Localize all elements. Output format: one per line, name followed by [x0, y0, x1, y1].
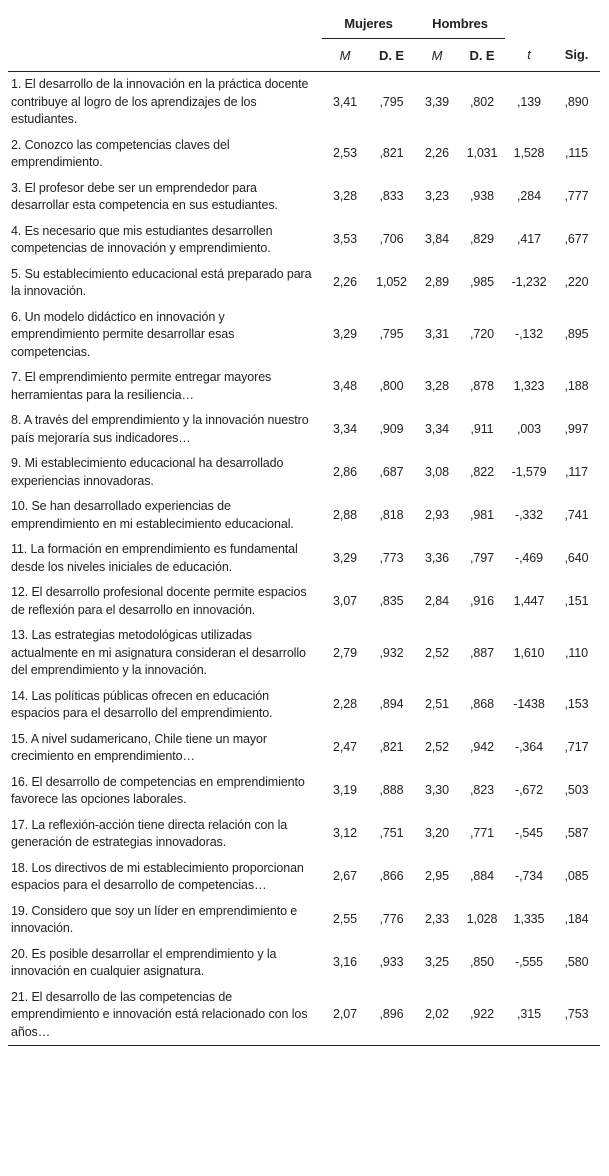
hombres-sd: ,822: [470, 464, 494, 479]
t-value: 1,323: [513, 378, 545, 393]
t-value: ,284: [517, 189, 541, 204]
hombres-sd: ,884: [470, 869, 494, 884]
hombres-sd: ,797: [470, 550, 494, 565]
table-row: [8, 942, 600, 985]
table-row: [8, 985, 600, 1046]
t-value: 1,610: [513, 645, 545, 660]
t-value: -1438: [513, 697, 545, 712]
sig-value: ,220: [564, 275, 589, 290]
table-row: [8, 623, 600, 684]
column-header-de-mujeres: D. E: [368, 39, 415, 72]
hombres-mean: 3,84: [425, 232, 449, 247]
mujeres-sd: ,866: [379, 869, 404, 884]
hombres-mean: 2,95: [425, 869, 449, 884]
mujeres-mean: 3,48: [333, 378, 357, 393]
item-text: 18. Los directivos de mi establecimiento proporcionan espacios para el desarrollo de competencias…: [11, 860, 304, 892]
hombres-mean: 3,34: [425, 421, 449, 436]
sig-value: ,115: [564, 146, 588, 161]
mujeres-sd: ,821: [379, 740, 404, 755]
hombres-mean: 2,51: [425, 697, 449, 712]
mujeres-mean: 2,53: [333, 146, 357, 161]
sig-value: ,677: [564, 232, 589, 247]
column-header-de-hombres: D. E: [459, 39, 505, 72]
hombres-mean: 3,36: [425, 550, 449, 565]
t-value: -,545: [515, 826, 543, 841]
hombres-mean: 2,84: [425, 593, 449, 608]
mujeres-mean: 3,19: [333, 783, 357, 798]
table-row: [8, 219, 600, 262]
sig-value: ,753: [553, 985, 600, 1046]
table-row: [8, 365, 600, 408]
sig-value: ,503: [564, 783, 589, 798]
mujeres-sd: ,795: [379, 327, 404, 341]
hombres-sd: ,878: [470, 378, 494, 393]
mujeres-mean: 3,34: [333, 421, 357, 436]
mujeres-mean: 2,28: [333, 697, 357, 712]
item-text: 20. Es posible desarrollar el emprendimiento y la innovación en cualquier asignatura.: [11, 946, 277, 978]
group-header-hombres: Hombres: [415, 8, 505, 39]
hombres-sd: ,850: [470, 955, 494, 970]
sig-value: ,741: [564, 507, 589, 522]
hombres-mean: 2,02: [415, 985, 459, 1046]
hombres-sd: ,887: [470, 645, 494, 660]
item-text: 15. A nivel sudamericano, Chile tiene un mayor crecimiento en emprendimiento…: [11, 731, 267, 763]
table-row: [8, 537, 600, 580]
t-value: -,555: [515, 955, 543, 970]
table-row: [8, 770, 600, 813]
header-spacer: [553, 8, 600, 39]
item-text: 4. Es necesario que mis estudiantes desarrollen competencias de innovación y emprendimiento.: [11, 223, 273, 255]
hombres-sd: ,916: [470, 593, 494, 608]
sig-value: ,640: [564, 550, 589, 565]
mujeres-mean: 2,79: [333, 645, 357, 660]
mujeres-sd: ,706: [379, 232, 404, 247]
mujeres-mean: 3,29: [333, 327, 357, 341]
hombres-sd: ,771: [470, 826, 494, 841]
mujeres-sd: ,687: [379, 464, 404, 479]
hombres-mean: 3,28: [425, 378, 449, 393]
header-spacer: [8, 8, 322, 39]
hombres-mean: 2,52: [425, 740, 449, 755]
mujeres-mean: 3,29: [333, 550, 357, 565]
header-spacer: [505, 8, 553, 39]
hombres-mean: 2,93: [425, 507, 449, 522]
hombres-mean: 2,89: [425, 275, 449, 290]
hombres-sd: ,922: [459, 985, 505, 1046]
hombres-mean: 3,31: [425, 327, 449, 341]
mujeres-mean: 2,47: [333, 740, 357, 755]
mujeres-mean: 2,26: [333, 275, 357, 290]
hombres-mean: 3,23: [425, 189, 449, 204]
mujeres-mean: 3,07: [333, 593, 357, 608]
mujeres-sd: ,776: [379, 912, 404, 927]
table-row: [8, 813, 600, 856]
mujeres-mean: 3,41: [333, 94, 357, 109]
hombres-sd: 1,031: [466, 146, 498, 161]
item-text: 21. El desarrollo de las competencias de emprendimiento e innovación está relacionado con los años…: [8, 985, 322, 1046]
t-value: -,734: [515, 869, 543, 884]
item-text: 11. La formación en emprendimiento es fundamental desde los niveles iniciales de educación.: [11, 542, 298, 574]
mujeres-sd: ,888: [379, 783, 404, 798]
sig-value: ,184: [564, 912, 589, 927]
table-row: [8, 72, 600, 133]
sig-value: ,110: [564, 645, 588, 660]
hombres-mean: 2,26: [425, 146, 449, 161]
sig-value: ,188: [564, 378, 589, 393]
sig-value: ,117: [564, 464, 588, 479]
table-row: [8, 684, 600, 727]
statistics-table: [8, 8, 600, 1046]
table-row: [8, 494, 600, 537]
item-text: 16. El desarrollo de competencias en emprendimiento favorece las opciones laborales.: [11, 774, 305, 806]
sig-value: ,777: [564, 189, 589, 204]
item-text: 6. Un modelo didáctico en innovación y emprendimiento permite desarrollar esas competencias.: [11, 309, 235, 359]
hombres-mean: 3,20: [425, 826, 449, 841]
group-header-row: [8, 8, 600, 39]
hombres-mean: 2,33: [425, 912, 449, 927]
hombres-mean: 3,39: [425, 94, 449, 109]
table-row: [8, 305, 600, 366]
mujeres-sd: ,894: [379, 697, 404, 712]
sig-value: ,997: [564, 421, 589, 436]
mujeres-sd: ,818: [379, 507, 404, 522]
table-body: [8, 72, 600, 1046]
column-header-m-mujeres: M: [322, 39, 368, 72]
sig-value: ,085: [564, 869, 589, 884]
t-value: 1,335: [513, 912, 545, 927]
sig-value: ,580: [564, 955, 589, 970]
sig-value: ,895: [564, 327, 589, 341]
table-row: [8, 262, 600, 305]
sig-value: ,717: [564, 740, 589, 755]
item-text: 3. El profesor debe ser un emprendedor para desarrollar esta competencia en sus estudiantes.: [11, 180, 278, 212]
column-header-m-hombres: M: [415, 39, 459, 72]
table-row: [8, 580, 600, 623]
item-text: 8. A través del emprendimiento y la innovación nuestro país mejoraría sus indicadores…: [11, 413, 309, 445]
hombres-sd: ,938: [470, 189, 494, 204]
item-text: 13. Las estrategias metodológicas utilizadas actualmente en mi asignatura consideran el desarrollo del emprendimiento y la innovación.: [11, 628, 306, 677]
hombres-sd: ,985: [470, 275, 494, 290]
column-header-row: [8, 39, 600, 72]
item-text: 2. Conozco las competencias claves del emprendimiento.: [11, 137, 230, 169]
mujeres-sd: ,821: [379, 146, 404, 161]
t-value: -,469: [515, 550, 543, 565]
item-text: 7. El emprendimiento permite entregar mayores herramientas para la resiliencia…: [11, 370, 272, 402]
mujeres-mean: 3,28: [333, 189, 357, 204]
t-value: ,003: [517, 421, 541, 436]
mujeres-sd: ,751: [379, 826, 404, 841]
hombres-mean: 2,52: [425, 645, 449, 660]
mujeres-mean: 2,88: [333, 507, 357, 522]
t-value: -,332: [515, 507, 543, 522]
item-text: 17. La reflexión-acción tiene directa relación con la generación de estrategias innovadoras.: [11, 817, 288, 849]
sig-value: ,587: [564, 826, 589, 841]
sig-value: ,153: [564, 697, 589, 712]
hombres-sd: ,823: [470, 783, 494, 798]
t-value: -1,579: [511, 464, 547, 479]
hombres-sd: ,720: [470, 327, 494, 341]
mujeres-mean: 2,67: [333, 869, 357, 884]
item-text: 19. Considero que soy un líder en emprendimiento e innovación.: [11, 903, 298, 935]
sig-value: ,151: [564, 593, 589, 608]
t-value: -1,232: [511, 275, 547, 290]
mujeres-sd: ,833: [379, 189, 404, 204]
hombres-mean: 3,08: [425, 464, 449, 479]
table-row: [8, 856, 600, 899]
mujeres-sd: ,932: [379, 645, 404, 660]
hombres-sd: ,981: [470, 507, 494, 522]
hombres-sd: ,802: [470, 94, 494, 109]
item-text: 5. Su establecimiento educacional está preparado para la innovación.: [11, 266, 312, 298]
mujeres-mean: 3,12: [333, 826, 357, 841]
hombres-sd: 1,028: [466, 912, 498, 927]
mujeres-mean: 2,86: [333, 464, 357, 479]
mujeres-sd: ,909: [379, 421, 404, 436]
t-value: 1,447: [513, 593, 545, 608]
hombres-sd: ,942: [470, 740, 494, 755]
hombres-sd: ,868: [470, 697, 494, 712]
table-row: [8, 899, 600, 942]
table-row: [8, 408, 600, 451]
t-value: ,315: [505, 985, 553, 1046]
hombres-sd: ,829: [470, 232, 494, 247]
item-column-header: [8, 39, 322, 72]
t-value: -,672: [515, 783, 543, 798]
mujeres-sd: ,835: [379, 593, 404, 608]
group-header-mujeres: Mujeres: [322, 8, 415, 39]
table-row: [8, 451, 600, 494]
column-header-sig: Sig.: [553, 39, 600, 72]
t-value: -,132: [515, 327, 543, 341]
mujeres-sd: ,800: [379, 378, 404, 393]
mujeres-sd: ,795: [379, 94, 404, 109]
item-text: 10. Se han desarrollado experiencias de emprendimiento en mi establecimiento educacional.: [11, 499, 294, 531]
mujeres-mean: 2,07: [322, 985, 368, 1046]
sig-value: ,890: [564, 94, 589, 109]
t-value: ,139: [517, 94, 541, 109]
table-row: [8, 133, 600, 176]
table-row: [8, 176, 600, 219]
hombres-mean: 3,30: [425, 783, 449, 798]
t-value: ,417: [517, 232, 541, 247]
mujeres-sd: ,896: [368, 985, 415, 1046]
hombres-sd: ,911: [470, 421, 494, 436]
item-text: 12. El desarrollo profesional docente permite espacios de reflexión para el desarrollo en innovación.: [11, 585, 307, 617]
column-header-t: t: [505, 39, 553, 72]
mujeres-sd: ,773: [379, 550, 404, 565]
table-row: [8, 727, 600, 770]
mujeres-sd: ,933: [379, 955, 404, 970]
t-value: 1,528: [513, 146, 545, 161]
hombres-mean: 3,25: [425, 955, 449, 970]
mujeres-sd: 1,052: [376, 275, 407, 290]
mujeres-mean: 3,53: [333, 232, 357, 247]
item-text: 1. El desarrollo de la innovación en la práctica docente contribuye al logro de los aprendizajes de los estudiantes.: [11, 77, 309, 126]
mujeres-mean: 2,55: [333, 912, 357, 927]
item-text: 14. Las políticas públicas ofrecen en educación espacios para el desarrollo del emprendimiento.: [11, 688, 273, 720]
t-value: -,364: [515, 740, 543, 755]
mujeres-mean: 3,16: [333, 955, 357, 970]
item-text: 9. Mi establecimiento educacional ha desarrollado experiencias innovadoras.: [11, 456, 284, 488]
